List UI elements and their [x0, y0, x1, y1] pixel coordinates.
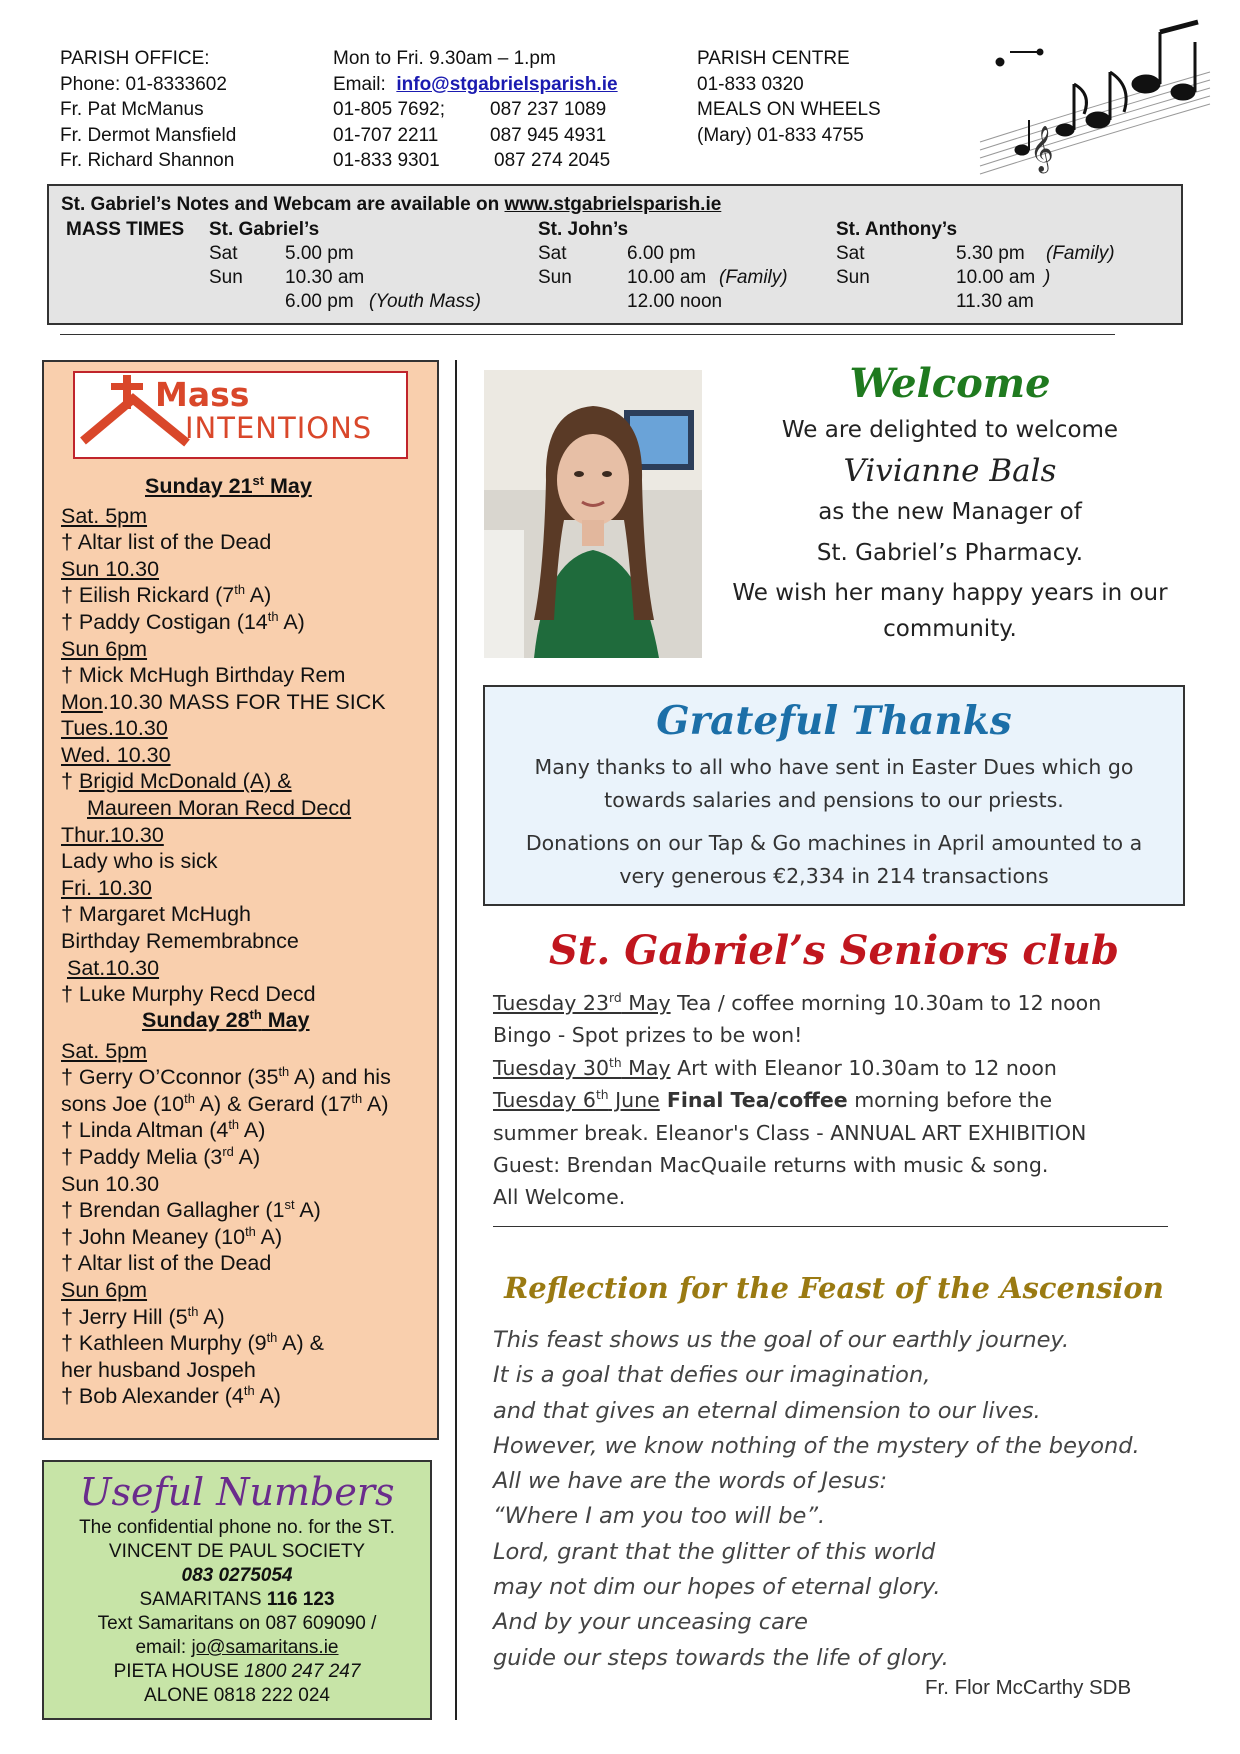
- mass-day: Sat: [836, 243, 865, 264]
- mass-slot: Sat.10.30: [67, 956, 160, 980]
- office-hours-and-phones: [333, 46, 618, 174]
- webcam-notice-text: St. Gabriel’s Notes and Webcam are available on: [61, 194, 505, 215]
- mass-slot: Sat. 5pm: [61, 504, 148, 528]
- welcome-line: We are delighted to welcome: [781, 417, 1119, 443]
- intention: † Bob Alexander (4th A): [61, 1382, 281, 1408]
- mass-time: 12.00 noon: [627, 291, 723, 312]
- svp-phone: 083 0275054: [181, 1565, 293, 1586]
- logo-word-mass: Mass: [155, 375, 250, 414]
- mass-day: Sun: [209, 267, 243, 288]
- email-line: [333, 72, 618, 98]
- mass-slot: Mon.10.30 MASS FOR THE SICK: [61, 690, 386, 714]
- intention: † Paddy Costigan (14th A): [61, 608, 305, 634]
- intention: † Kathleen Murphy (9th A) &: [61, 1329, 324, 1355]
- phone-a: 01-833 9301: [333, 150, 440, 171]
- mass-time: 10.00 am: [956, 267, 1036, 288]
- parish-website-link[interactable]: www.stgabrielsparish.ie: [504, 194, 722, 215]
- header-line: Fr. Richard Shannon: [60, 150, 235, 171]
- phone-a: 01-707 2211: [333, 124, 439, 146]
- parish-centre-contacts: [697, 46, 881, 148]
- phone-row: [333, 123, 618, 149]
- useful-line: ALONE 0818 222 024: [144, 1685, 330, 1706]
- column-divider: [455, 360, 457, 1720]
- intention: † Eilish Rickard (7th A): [61, 581, 272, 607]
- mass-note: (Family): [1046, 243, 1115, 264]
- welcome-title: Welcome: [849, 360, 1051, 407]
- header-line: MEALS ON WHEELS: [697, 99, 881, 120]
- grateful-thanks-title: Grateful Thanks: [656, 698, 1012, 744]
- phone-a: 01-805 7692;: [333, 99, 445, 120]
- mass-slot: Sun 10.30: [61, 1172, 160, 1196]
- welcome-line: as the new Manager of: [818, 499, 1082, 525]
- useful-numbers-title: Useful Numbers: [79, 1470, 395, 1514]
- event-line: Tuesday 30th May Art with Eleanor 10.30am to 12 noon: [493, 1055, 1057, 1080]
- intention: † Luke Murphy Recd Decd: [61, 982, 316, 1006]
- intention: † Brigid McDonald (A) &: [61, 769, 292, 793]
- week-heading: Sunday 21st May: [145, 472, 312, 498]
- reflection-text: [493, 1323, 1193, 1676]
- phone-b: 087 945 4931: [490, 124, 607, 146]
- event-line: Guest: Brendan MacQuaile returns with music & song.: [493, 1153, 1049, 1178]
- useful-line: VINCENT DE PAUL SOCIETY: [108, 1541, 366, 1562]
- intention: Birthday Remembrabnce: [61, 929, 299, 953]
- seniors-club-schedule: [493, 987, 1185, 1214]
- reflection-line: Lord, grant that the glitter of this world: [493, 1538, 936, 1565]
- reflection-line: “Where I am you too will be”.: [493, 1503, 826, 1530]
- mass-day: Sun: [538, 267, 572, 288]
- mass-slot: Tues.10.30: [61, 716, 168, 740]
- header-line: PARISH CENTRE: [697, 48, 850, 69]
- reflection-title: Reflection for the Feast of the Ascension: [504, 1271, 1164, 1305]
- new-manager-name: Vivianne Bals: [843, 453, 1057, 489]
- intention: † Margaret McHugh: [61, 902, 251, 926]
- event-line: summer break. Eleanor's Class - ANNUAL ART EXHIBITION: [493, 1120, 1087, 1145]
- thanks-line: towards salaries and pensions to our priests.: [604, 788, 1064, 812]
- phone-row: [333, 148, 618, 174]
- grateful-thanks-box: [483, 685, 1185, 906]
- mass-intentions-logo: [73, 371, 408, 459]
- intention: † Jerry Hill (5th A): [61, 1303, 225, 1329]
- intention: † Mick McHugh Birthday Rem: [61, 663, 346, 687]
- reflection-line: And by your unceasing care: [493, 1609, 809, 1636]
- phone-b: 087 274 2045: [494, 150, 611, 171]
- mass-day: Sun: [836, 267, 870, 288]
- music-notes-icon: [970, 12, 1214, 182]
- thanks-line: Many thanks to all who have sent in Easter Dues which go: [534, 755, 1134, 779]
- welcome-notice: [720, 358, 1180, 646]
- intention: sons Joe (10th A) & Gerard (17th A): [61, 1090, 389, 1116]
- mass-intentions-panel: [42, 360, 439, 1440]
- header-line: Fr. Pat McManus: [60, 99, 204, 120]
- useful-numbers-panel: [42, 1460, 432, 1720]
- useful-line: Text Samaritans on 087 609090 /: [97, 1613, 377, 1634]
- phone-row: [333, 97, 618, 123]
- useful-line: PIETA HOUSE 1800 247 247: [113, 1661, 361, 1682]
- useful-line: email: jo@samaritans.ie: [135, 1637, 339, 1658]
- mass-time: 6.00 pm: [285, 291, 354, 312]
- intention: her husband Jospeh: [61, 1358, 256, 1382]
- reflection-line: and that gives an eternal dimension to our lives.: [493, 1397, 1041, 1424]
- reflection-author: Fr. Flor McCarthy SDB: [925, 1676, 1132, 1699]
- mass-slot: Sun 6pm: [61, 1278, 148, 1302]
- header-line: 01-833 0320: [697, 73, 804, 95]
- mass-note: ): [1044, 267, 1051, 288]
- event-line: Tuesday 6th June Final Tea/coffee morning before the: [493, 1088, 1053, 1113]
- mass-time: 11.30 am: [956, 291, 1034, 312]
- event-line: Tuesday 23rd May Tea / coffee morning 10.30am to 12 noon: [493, 991, 1102, 1015]
- week-heading: Sunday 28th May: [142, 1006, 310, 1032]
- mass-slot: Thur.10.30: [61, 823, 164, 847]
- thanks-line: very generous €2,334 in 214 transactions: [619, 864, 1049, 888]
- parish-office-contacts: [60, 46, 236, 174]
- phone-b: 087 237 1089: [490, 99, 607, 120]
- seniors-club-title: St. Gabriel’s Seniors club: [549, 927, 1119, 974]
- samaritans-email-link[interactable]: jo@samaritans.ie: [191, 1637, 339, 1658]
- mass-time: 5.30 pm: [956, 243, 1025, 264]
- mass-slot: Wed. 10.30: [61, 743, 171, 767]
- mass-slot: Sun 6pm: [61, 637, 148, 661]
- header-line: PARISH OFFICE:: [60, 48, 210, 69]
- mass-times-label: MASS TIMES: [66, 219, 185, 240]
- mass-day: Sat: [209, 243, 238, 264]
- event-line: Bingo - Spot prizes to be won!: [493, 1023, 803, 1048]
- intention: † Brendan Gallagher (1st A): [61, 1196, 321, 1222]
- portrait-photo: [484, 370, 702, 658]
- welcome-line: We wish her many happy years in our: [732, 580, 1168, 606]
- mass-time: 10.30 am: [285, 267, 365, 288]
- church-name: St. Anthony’s: [836, 219, 958, 240]
- intention: † Altar list of the Dead: [61, 530, 272, 554]
- intention: † Linda Altman (4th A): [61, 1116, 266, 1142]
- reflection-line: All we have are the words of Jesus:: [493, 1468, 888, 1495]
- reflection-line: This feast shows us the goal of our earthly journey.: [493, 1327, 1070, 1353]
- mass-time: 5.00 pm: [285, 243, 354, 264]
- email-label: Email:: [333, 73, 386, 95]
- mass-times-box: [47, 184, 1183, 325]
- mass-note: (Youth Mass): [369, 291, 481, 312]
- reflection-line: It is a goal that defies our imagination,: [493, 1362, 931, 1389]
- useful-line: The confidential phone no. for the ST.: [79, 1517, 395, 1538]
- mass-slot: Sun 10.30: [61, 557, 160, 581]
- divider: [60, 334, 1115, 335]
- church-name: St. Gabriel’s: [209, 219, 320, 240]
- header-line: Phone: 01-8333602: [60, 73, 227, 95]
- mass-day: Sat: [538, 243, 567, 264]
- mass-note: (Family): [719, 267, 788, 288]
- intention: Maureen Moran Recd Decd: [87, 796, 352, 820]
- thanks-line: Donations on our Tap & Go machines in April amounted to a: [525, 831, 1143, 855]
- mass-slot: Sat. 5pm: [61, 1039, 148, 1063]
- welcome-line: community.: [883, 616, 1017, 642]
- intention: † Gerry O’Cconnor (35th A) and his: [61, 1063, 391, 1089]
- divider: [493, 1226, 1168, 1227]
- intention: Lady who is sick: [61, 849, 218, 873]
- event-line: All Welcome.: [493, 1185, 626, 1210]
- reflection-line: However, we know nothing of the mystery of the beyond.: [493, 1432, 1140, 1459]
- header-line: Fr. Dermot Mansfield: [60, 124, 237, 146]
- mass-time: 10.00 am: [627, 267, 707, 288]
- mass-slot: Fri. 10.30: [61, 876, 152, 900]
- reflection-line: may not dim our hopes of eternal glory.: [493, 1574, 941, 1601]
- logo-word-intentions: INTENTIONS: [185, 411, 373, 445]
- useful-line: SAMARITANS 116 123: [139, 1589, 335, 1610]
- mass-time: 6.00 pm: [627, 243, 696, 264]
- intention: † Altar list of the Dead: [61, 1251, 272, 1275]
- reflection-line: guide our steps towards the life of glory.: [493, 1644, 949, 1671]
- welcome-line: St. Gabriel’s Pharmacy.: [816, 540, 1084, 566]
- church-name: St. John’s: [538, 219, 629, 240]
- svg-text:𝄞: 𝄞: [1030, 126, 1054, 172]
- header-line: (Mary) 01-833 4755: [697, 124, 864, 146]
- intention: † Paddy Melia (3rd A): [61, 1143, 261, 1169]
- email-link[interactable]: info@stgabrielsparish.ie: [396, 73, 618, 95]
- office-hours: Mon to Fri. 9.30am – 1.pm: [333, 48, 556, 69]
- webcam-notice: [61, 194, 721, 216]
- intention: † John Meaney (10th A): [61, 1223, 283, 1249]
